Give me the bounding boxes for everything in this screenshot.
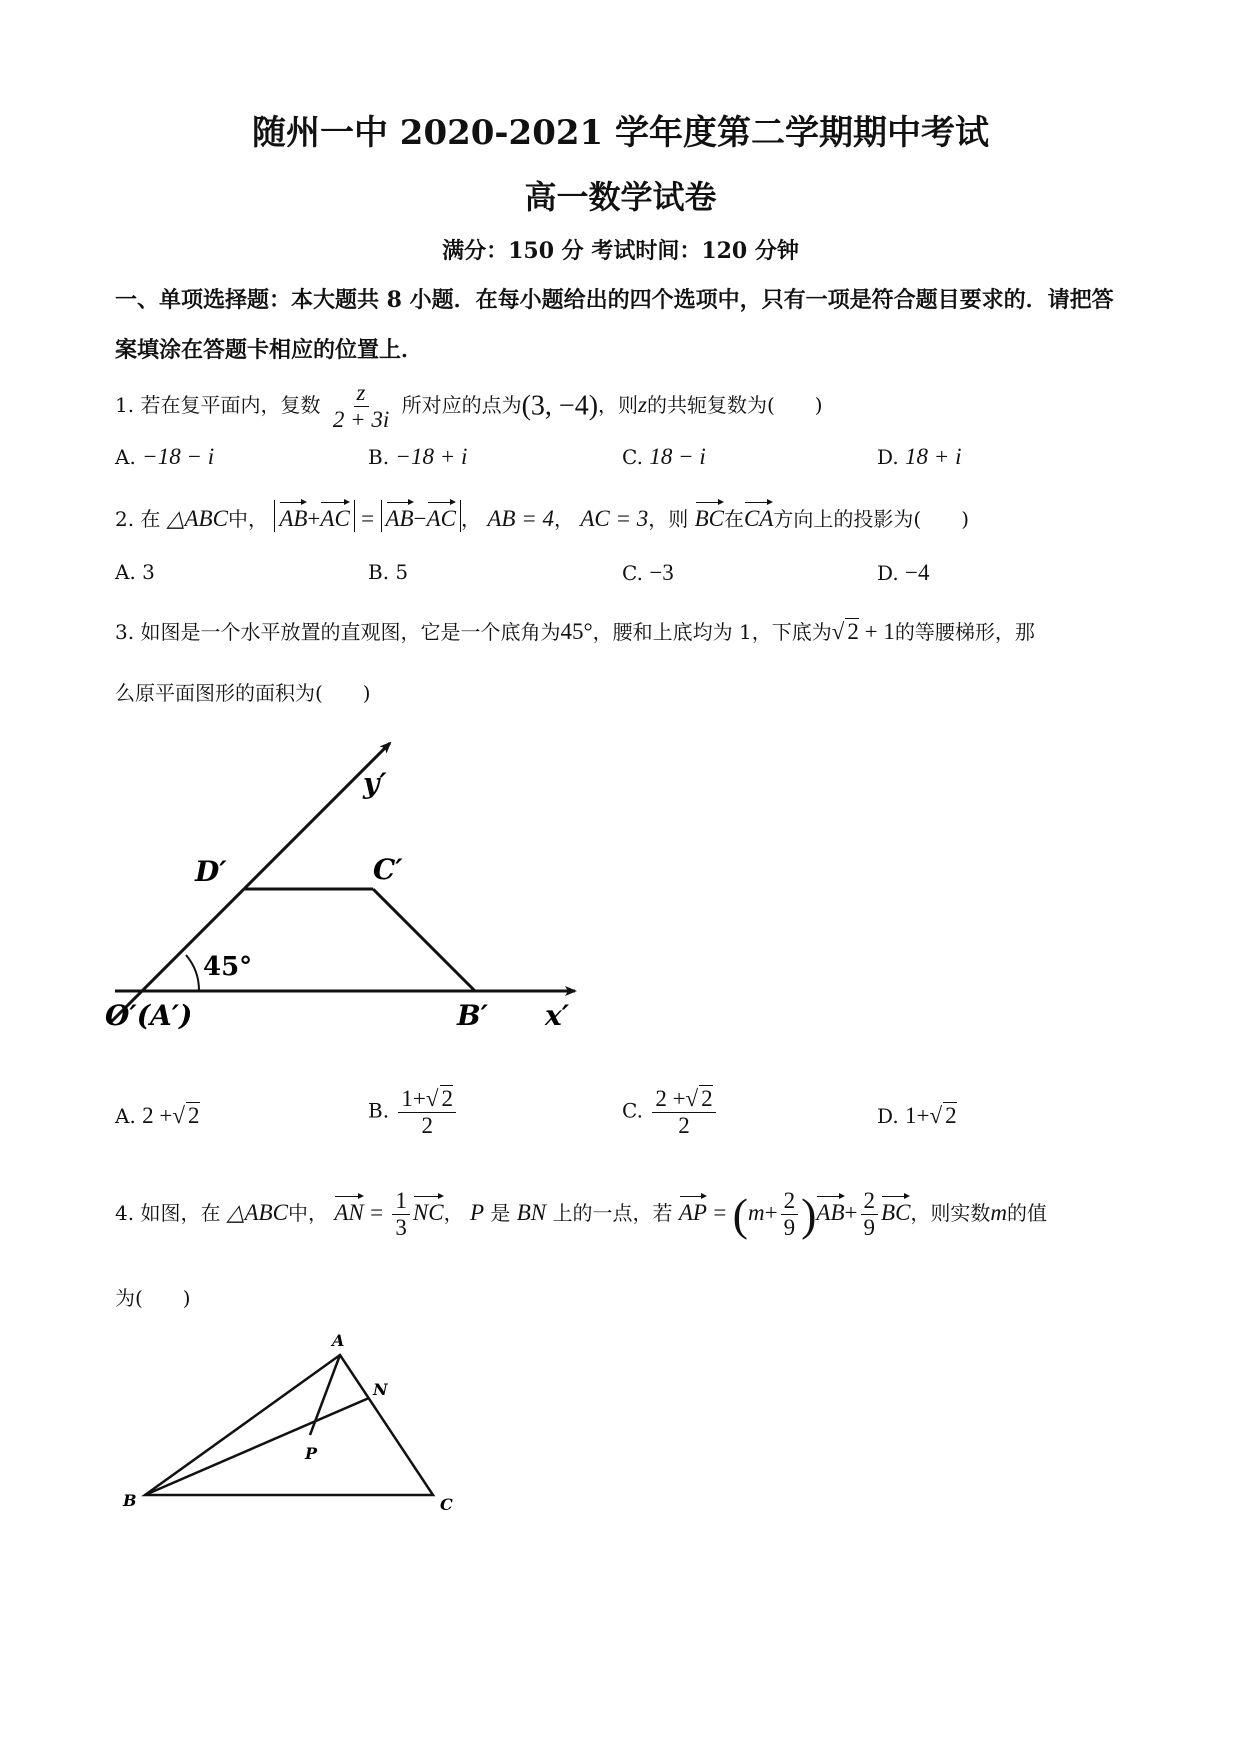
label-p: P <box>305 1444 318 1463</box>
q4-prefix: 4. 如图，在 <box>115 1201 221 1225</box>
q4-is: 是 <box>490 1201 511 1225</box>
q4-bn: BN <box>516 1200 547 1225</box>
q2-abs-right <box>381 500 461 532</box>
option-den: 2 <box>678 1113 690 1138</box>
option-text: −3 <box>649 560 674 585</box>
segment-bn <box>145 1398 369 1495</box>
q1-option-a <box>115 444 214 470</box>
q4-then: ，则实数 <box>910 1201 991 1225</box>
q3-plus1: + 1 <box>858 619 895 644</box>
label-n: N <box>373 1380 388 1399</box>
option-pre: 2 + <box>142 1103 173 1128</box>
vec-ac: AC <box>320 500 349 532</box>
option-root: 2 <box>188 1103 200 1128</box>
question-4-line2: 为( ) <box>115 1286 191 1310</box>
option-label: B. <box>368 1098 390 1123</box>
option-label: A. 3 <box>115 560 155 584</box>
q1-prefix: 1. 若在复平面内，复数 <box>115 393 321 417</box>
option-text: 18 + i <box>905 444 962 469</box>
q2-then: ，则 <box>648 507 689 531</box>
q2-cond2: AC = 3 <box>580 506 649 531</box>
option-label: D. <box>877 561 899 585</box>
vec-ab: AB <box>279 500 307 532</box>
q1-frac-den: 2 + 3i <box>332 407 390 432</box>
frac-num: 2 <box>781 1188 799 1215</box>
q1-option-d <box>877 444 961 470</box>
vec-an: AN <box>334 1194 363 1226</box>
sep: ， <box>553 507 574 531</box>
label-a: A <box>332 1331 345 1350</box>
q3-option-b <box>368 1085 459 1139</box>
option-label: C. <box>622 1098 643 1123</box>
q3-angle: 45° <box>560 619 593 644</box>
option-fraction: $\frac{2 +√ 2}{2}$ <box>652 1085 715 1139</box>
option-text: −4 <box>905 560 930 585</box>
option-root: 2 <box>701 1086 713 1111</box>
vec-nc: NC <box>413 1194 444 1226</box>
trapezoid-leg <box>373 889 475 991</box>
q4-frac-a <box>781 1188 799 1241</box>
question-4-line1: 4. 如图，在 △ABC中， AN = $\frac{1}{3}$ NC， P 是 BN 上的一点，若 AP = (m+ $\frac{2}{9}$ )AB+ $\frac{2}{9}$ BC，则实数m的值 <box>115 1188 1048 1240</box>
section-instructions: 一、单项选择题：本大题共 8 小题．在每小题给出的四个选项中，只有一项是符合题目要求的．请把答案填涂在答题卡相应的位置上． <box>115 287 1114 363</box>
q2-zai: 在 <box>724 507 744 531</box>
exam-meta: 满分：150 分 考试时间：120 分钟 <box>442 238 799 264</box>
triangle-abc <box>145 1355 433 1495</box>
frac-num: 2 <box>861 1188 879 1215</box>
q2-abs-left <box>274 500 354 532</box>
vec-ca: CA <box>744 500 773 532</box>
q1-point: (3, −4) <box>521 390 599 422</box>
q4-m: m <box>747 1200 765 1225</box>
option-label: A. <box>115 445 136 469</box>
q2-mid1: 中， <box>227 507 268 531</box>
option-text: −18 − i <box>142 444 215 469</box>
option-label: C. <box>622 445 643 469</box>
q1-suffix1: ，则 <box>598 393 639 417</box>
label-x: x′ <box>545 999 570 1032</box>
op-plus: + <box>307 506 321 531</box>
frac-den: 9 <box>783 1215 796 1240</box>
label-b: B′ <box>457 999 489 1032</box>
angle-arc <box>186 955 199 991</box>
option-label: D. <box>877 1104 899 1128</box>
q2-triangle: △ABC <box>166 506 228 531</box>
option-label: D. <box>877 445 899 469</box>
exam-subtitle: 高一数学试卷 <box>524 178 717 216</box>
q4-frac-b <box>861 1188 879 1241</box>
q3-root: 2 <box>847 619 859 644</box>
question-2 <box>115 500 969 532</box>
label-o: O′(A′) <box>105 999 193 1032</box>
op-eq: = <box>713 1200 727 1225</box>
option-label: B. <box>368 445 390 469</box>
option-label: C. <box>622 561 643 585</box>
option-fraction: $\frac{1+√ 2}{2}$ <box>398 1085 456 1139</box>
option-pre: 1+ <box>905 1103 930 1128</box>
option-pre: 2 + <box>655 1086 686 1111</box>
op-plus: + <box>764 1200 778 1225</box>
option-root: 2 <box>945 1103 957 1128</box>
q1-var: z <box>638 392 647 417</box>
option-label: B. 5 <box>368 560 409 584</box>
sep: ， <box>443 1201 464 1225</box>
option-den: 2 <box>421 1113 433 1138</box>
option-text: −18 + i <box>395 444 468 469</box>
vec-ac: AC <box>427 500 456 532</box>
q1-option-b <box>368 444 467 470</box>
q1-suffix2: 的共轭复数为( ) <box>647 393 823 417</box>
q2-option-c <box>622 560 674 586</box>
op-minus: − <box>413 506 427 531</box>
label-b: B <box>123 1491 137 1510</box>
q2-option-b <box>368 560 408 584</box>
option-pre: 1+ <box>401 1086 426 1111</box>
q2-cond1: AB = 4 <box>487 506 554 531</box>
op-eq: = <box>361 506 375 531</box>
q4-p: P <box>469 1200 485 1225</box>
option-label: A. <box>115 1104 136 1128</box>
vec-bc: BC <box>881 1194 910 1226</box>
q1-frac-num: z <box>354 380 369 407</box>
q2-option-a <box>115 560 155 584</box>
q4-mid2: 上的一点，若 <box>552 1201 673 1225</box>
q4-frac-third <box>392 1188 410 1241</box>
option-root: 2 <box>441 1086 454 1111</box>
q3-option-d: D. 1+√ 2 <box>877 1103 957 1128</box>
label-c: C′ <box>373 853 403 886</box>
sep: ， <box>460 507 481 531</box>
question-3-line2: 么原平面图形的面积为( ) <box>115 681 371 705</box>
option-text: 18 − i <box>649 444 706 469</box>
q3-text-b: ，腰和上底均为 1，下底为 <box>592 620 832 644</box>
frac-den: 3 <box>395 1215 407 1240</box>
q4-figure <box>115 1330 475 1530</box>
q1-option-c <box>622 444 706 470</box>
q4-m2: m <box>990 1200 1008 1225</box>
q4-triangle: △ABC <box>226 1200 288 1225</box>
q4-mid1: 中， <box>287 1201 328 1225</box>
vec-bc: BC <box>695 500 724 532</box>
q3-figure <box>105 735 605 1035</box>
question-1 <box>115 380 823 433</box>
op-eq: = <box>370 1200 384 1225</box>
label-d: D′ <box>195 855 227 888</box>
q3-option-a: A. 2 +√ 2 <box>115 1103 200 1128</box>
frac-num: 1 <box>392 1188 410 1215</box>
q2-option-d <box>877 560 930 586</box>
exam-title: 随州一中 2020-2021 学年度第二学期期中考试 <box>251 113 990 153</box>
q3-option-c <box>622 1085 719 1139</box>
frac-den: 9 <box>863 1215 876 1240</box>
vec-ap: AP <box>679 1194 707 1226</box>
label-angle: 45° <box>203 952 253 982</box>
q2-prefix: 2. 在 <box>115 507 161 531</box>
op-plus: + <box>844 1200 858 1225</box>
vec-ab: AB <box>386 500 414 532</box>
vec-ab: AB <box>816 1194 844 1226</box>
q1-fraction <box>330 380 392 433</box>
q3-text-a: 3. 如图是一个水平放置的直观图，它是一个底角为 <box>115 620 561 644</box>
q1-mid: 所对应的点为 <box>401 393 522 417</box>
q2-suffix: 方向上的投影为( ) <box>773 507 969 531</box>
q3-text-c: 的等腰梯形，那 <box>894 620 1035 644</box>
label-y: y′ <box>363 767 387 800</box>
q4-suffix: 的值 <box>1007 1201 1048 1225</box>
question-3-line1: 3. 如图是一个水平放置的直观图，它是一个底角为45°，腰和上底均为 1，下底为√ 2 + 1的等腰梯形，那 <box>115 619 1035 644</box>
label-c: C <box>440 1495 453 1514</box>
